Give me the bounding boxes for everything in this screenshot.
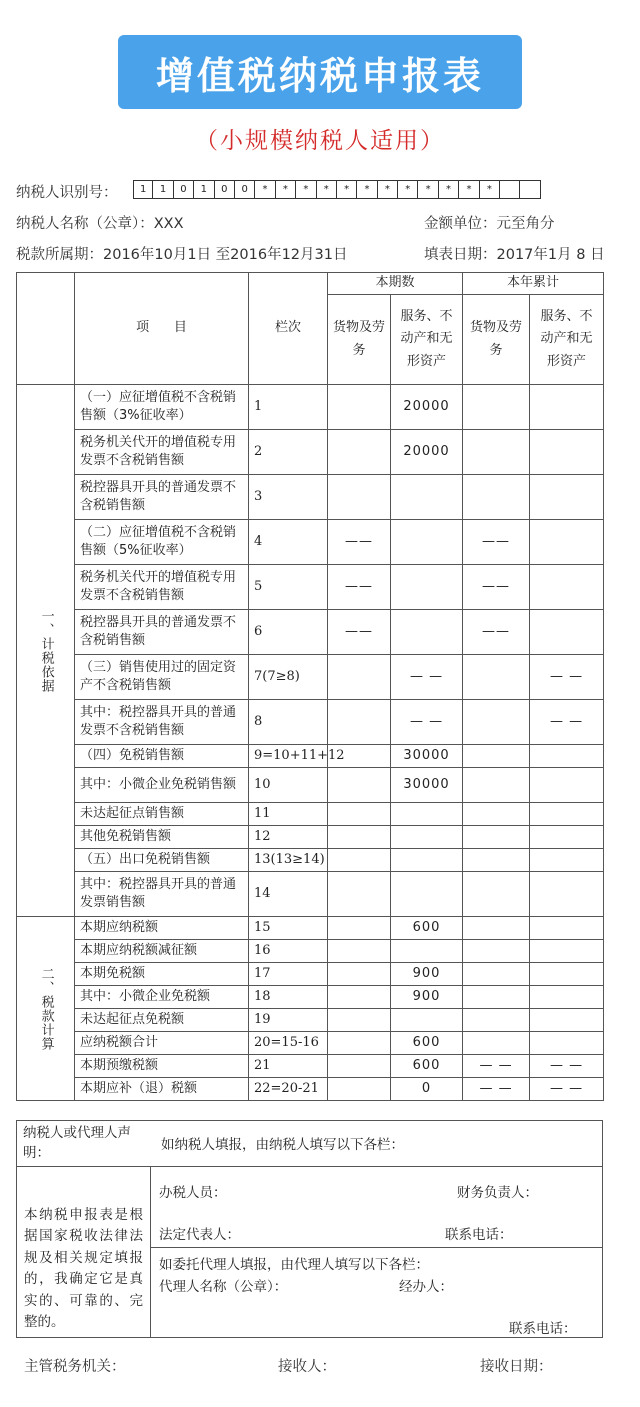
row-col-no: 12 <box>249 826 328 849</box>
cell-year-goods <box>463 700 530 745</box>
row-col-no: 18 <box>249 986 328 1009</box>
table-row <box>17 768 604 803</box>
section-label: 二、税款计算 <box>38 966 54 1051</box>
cell-year-goods <box>463 917 530 940</box>
row-item: （三）销售使用过的固定资产不含税销售额 <box>75 655 249 700</box>
cell-year-goods: — — <box>463 1055 530 1078</box>
row-item: 本期应纳税额 <box>75 917 249 940</box>
cell-current-goods <box>328 940 391 963</box>
row-item: 本期免税额 <box>75 963 249 986</box>
cell-year-goods: —— <box>463 520 530 565</box>
row-col-no: 2 <box>249 430 328 475</box>
row-item: 未达起征点免税额 <box>75 1009 249 1032</box>
row-item: 本期应补（退）税额 <box>75 1078 249 1101</box>
cell-current-goods: —— <box>328 520 391 565</box>
cell-current-goods <box>328 872 391 917</box>
agent-phone-label: 联系电话： <box>509 1320 577 1337</box>
phone-label: 联系电话： <box>445 1226 513 1243</box>
table-row <box>17 475 604 520</box>
cell-year-services <box>530 385 604 430</box>
taxpayer-id-label: 纳税人识别号： <box>16 185 118 201</box>
id-digit-box: * <box>439 180 459 199</box>
table-row <box>17 1055 604 1078</box>
cell-current-goods <box>328 826 391 849</box>
cell-year-services <box>530 475 604 520</box>
authority-label: 主管税务机关： <box>24 1359 126 1375</box>
tax-return-table <box>16 272 604 1101</box>
cell-year-services <box>530 610 604 655</box>
cell-year-services <box>530 1009 604 1032</box>
table-row <box>17 565 604 610</box>
cell-year-goods <box>463 849 530 872</box>
cell-current-services: 20000 <box>391 385 463 430</box>
cell-current-goods <box>328 430 391 475</box>
row-item: 税控器具开具的普通发票不含税销售额 <box>75 475 249 520</box>
cell-year-services <box>530 872 604 917</box>
cell-year-goods <box>463 1009 530 1032</box>
goods-header: 货物及劳务 <box>328 295 391 385</box>
id-digit-box: 1 <box>133 180 153 199</box>
form-title-banner <box>118 35 522 109</box>
cell-current-services <box>391 803 463 826</box>
id-digit-box: * <box>398 180 418 199</box>
row-item: 其中：税控器具开具的普通发票不含税销售额 <box>75 700 249 745</box>
item-header: 项 目 <box>75 273 249 385</box>
declaration-statement: 本纳税申报表是根据国家税收法律法规及相关规定填报的，我确定它是真实的、可靠的、完整的。 <box>17 1166 151 1337</box>
service-header: 服务、不动产和无形资产 <box>391 295 463 385</box>
cell-year-goods <box>463 385 530 430</box>
table-row <box>17 520 604 565</box>
cell-current-goods: —— <box>328 610 391 655</box>
id-digit-box: * <box>296 180 316 199</box>
agent-name-label: 代理人名称（公章）： <box>159 1278 288 1295</box>
cell-current-goods <box>328 768 391 803</box>
cell-year-services <box>530 768 604 803</box>
cell-year-goods <box>463 872 530 917</box>
row-item: 其中：税控器具开具的普通发票销售额 <box>75 872 249 917</box>
handler-label: 办税人员： <box>159 1184 227 1201</box>
cell-current-goods <box>328 475 391 520</box>
cell-year-goods: —— <box>463 610 530 655</box>
row-item: 未达起征点销售额 <box>75 803 249 826</box>
row-item: 应纳税额合计 <box>75 1032 249 1055</box>
col-no-header: 栏次 <box>249 273 328 385</box>
cell-current-services <box>391 849 463 872</box>
row-col-no: 13(13≥14) <box>249 849 328 872</box>
header-blank <box>17 273 75 385</box>
taxpayer-id-boxes <box>133 180 541 199</box>
cell-year-services: — — <box>530 1078 604 1101</box>
cell-year-services: — — <box>530 655 604 700</box>
cell-current-goods <box>328 1078 391 1101</box>
cell-current-goods <box>328 1009 391 1032</box>
cell-year-goods <box>463 940 530 963</box>
cell-year-services <box>530 745 604 768</box>
row-item: 税控器具开具的普通发票不含税销售额 <box>75 610 249 655</box>
row-col-no: 1 <box>249 385 328 430</box>
cell-current-goods <box>328 963 391 986</box>
cell-current-services <box>391 1009 463 1032</box>
cell-current-services: 0 <box>391 1078 463 1101</box>
row-item: 其中：小微企业免税额 <box>75 986 249 1009</box>
cell-current-goods <box>328 1055 391 1078</box>
row-item: 本期应纳税额减征额 <box>75 940 249 963</box>
cell-current-services: — — <box>391 700 463 745</box>
cell-year-services: — — <box>530 700 604 745</box>
year-cumulative-header: 本年累计 <box>463 273 604 295</box>
table-row <box>17 1078 604 1101</box>
cell-year-services <box>530 520 604 565</box>
row-col-no: 9=10+11+12 <box>249 745 328 768</box>
id-digit-box: * <box>480 180 500 199</box>
table-row <box>17 1009 604 1032</box>
id-digit-box: 0 <box>235 180 255 199</box>
form-title: 增值税纳税申报表 <box>155 53 484 98</box>
cell-year-goods <box>463 430 530 475</box>
row-col-no: 21 <box>249 1055 328 1078</box>
row-item: 其中：小微企业免税销售额 <box>75 768 249 803</box>
cell-current-services <box>391 610 463 655</box>
cell-current-services: 600 <box>391 917 463 940</box>
cell-current-services: 900 <box>391 986 463 1009</box>
form-subtitle: （小规模纳税人适用） <box>195 128 445 154</box>
cell-current-services: 30000 <box>391 745 463 768</box>
cell-year-services <box>530 826 604 849</box>
cell-year-goods <box>463 745 530 768</box>
cell-current-services: 900 <box>391 963 463 986</box>
row-item: 其他免税销售额 <box>75 826 249 849</box>
cell-year-goods <box>463 986 530 1009</box>
table-row <box>17 610 604 655</box>
declaration-table <box>16 1120 603 1338</box>
row-item: （一）应征增值税不含税销售额（3%征收率） <box>75 385 249 430</box>
table-row <box>17 655 604 700</box>
cell-current-goods <box>328 803 391 826</box>
cell-year-goods <box>463 1032 530 1055</box>
row-col-no: 5 <box>249 565 328 610</box>
table-row <box>17 963 604 986</box>
goods-header: 货物及劳务 <box>463 295 530 385</box>
row-col-no: 4 <box>249 520 328 565</box>
id-digit-box: * <box>276 180 296 199</box>
table-row <box>17 986 604 1009</box>
row-item: 本期预缴税额 <box>75 1055 249 1078</box>
table-row <box>17 872 604 917</box>
table-row <box>17 745 604 768</box>
cell-year-services: — — <box>530 1055 604 1078</box>
cell-current-services <box>391 565 463 610</box>
cell-current-services: 20000 <box>391 430 463 475</box>
row-item: （二）应征增值税不含税销售额（5%征收率） <box>75 520 249 565</box>
cell-current-services: 30000 <box>391 768 463 803</box>
agent-fill-note: 如委托代理人填报，由代理人填写以下各栏： <box>159 1256 429 1273</box>
cell-current-services: — — <box>391 655 463 700</box>
cell-year-services <box>530 1032 604 1055</box>
id-digit-box: 1 <box>194 180 214 199</box>
id-digit-box: * <box>337 180 357 199</box>
service-header: 服务、不动产和无形资产 <box>530 295 604 385</box>
cell-year-goods: —— <box>463 565 530 610</box>
row-item: （四）免税销售额 <box>75 745 249 768</box>
cell-current-services <box>391 940 463 963</box>
cell-year-goods <box>463 803 530 826</box>
id-digit-box: * <box>255 180 275 199</box>
tax-period: 税款所属期：2016年10月1日 至2016年12月31日 <box>16 247 348 263</box>
cell-year-services <box>530 849 604 872</box>
receive-date-label: 接收日期： <box>480 1359 553 1375</box>
cell-current-goods <box>328 1032 391 1055</box>
cell-current-goods <box>328 986 391 1009</box>
id-digit-box: 1 <box>153 180 173 199</box>
table-row <box>17 1032 604 1055</box>
cell-year-services <box>530 803 604 826</box>
row-col-no: 17 <box>249 963 328 986</box>
table-row <box>17 700 604 745</box>
cell-current-services: 600 <box>391 1032 463 1055</box>
section-tax-basis <box>17 385 75 917</box>
cell-current-goods: —— <box>328 565 391 610</box>
row-col-no: 7(7≥8) <box>249 655 328 700</box>
section-tax-calc <box>17 917 75 1101</box>
table-row <box>17 849 604 872</box>
cell-current-goods <box>328 655 391 700</box>
row-col-no: 16 <box>249 940 328 963</box>
row-item: 税务机关代开的增值税专用发票不含税销售额 <box>75 565 249 610</box>
row-item: （五）出口免税销售额 <box>75 849 249 872</box>
id-digit-box <box>500 180 520 199</box>
section-label: 一、计税依据 <box>38 608 54 693</box>
agent-handler-label: 经办人： <box>399 1278 453 1295</box>
cell-year-goods <box>463 768 530 803</box>
id-digit-box: 0 <box>174 180 194 199</box>
id-digit-box <box>520 180 540 199</box>
row-col-no: 8 <box>249 700 328 745</box>
current-period-header: 本期数 <box>328 273 463 295</box>
row-col-no: 6 <box>249 610 328 655</box>
cell-year-services <box>530 565 604 610</box>
cell-year-services <box>530 963 604 986</box>
table-row <box>17 430 604 475</box>
cell-year-services <box>530 917 604 940</box>
cell-year-services <box>530 986 604 1009</box>
id-digit-box: * <box>357 180 377 199</box>
id-digit-box: * <box>418 180 438 199</box>
row-col-no: 14 <box>249 872 328 917</box>
table-row <box>17 917 604 940</box>
id-digit-box: 0 <box>215 180 235 199</box>
cell-current-goods <box>328 700 391 745</box>
row-col-no: 20=15-16 <box>249 1032 328 1055</box>
cell-year-goods <box>463 963 530 986</box>
cell-year-goods: — — <box>463 1078 530 1101</box>
cell-year-goods <box>463 826 530 849</box>
id-digit-box: * <box>459 180 479 199</box>
amount-unit: 金额单位：元至角分 <box>424 216 555 232</box>
table-row <box>17 803 604 826</box>
row-item: 税务机关代开的增值税专用发票不含税销售额 <box>75 430 249 475</box>
cell-current-services: 600 <box>391 1055 463 1078</box>
cell-year-services <box>530 940 604 963</box>
cell-current-services <box>391 826 463 849</box>
self-fill-note: 如纳税人填报，由纳税人填写以下各栏： <box>161 1137 404 1154</box>
row-col-no: 10 <box>249 768 328 803</box>
table-row <box>17 940 604 963</box>
cell-current-services <box>391 872 463 917</box>
cell-current-goods <box>328 917 391 940</box>
cell-current-services <box>391 520 463 565</box>
cell-current-goods <box>328 385 391 430</box>
row-col-no: 19 <box>249 1009 328 1032</box>
fill-date: 填表日期：2017年1月 8 日 <box>424 247 605 263</box>
cell-current-goods <box>328 849 391 872</box>
row-col-no: 11 <box>249 803 328 826</box>
legal-rep-label: 法定代表人： <box>159 1226 240 1243</box>
row-col-no: 22=20-21 <box>249 1078 328 1101</box>
taxpayer-name: 纳税人名称（公章）：XXX <box>16 216 184 232</box>
row-col-no: 3 <box>249 475 328 520</box>
row-col-no: 15 <box>249 917 328 940</box>
cell-year-goods <box>463 475 530 520</box>
cell-year-services <box>530 430 604 475</box>
table-row <box>17 385 604 430</box>
id-digit-box: * <box>378 180 398 199</box>
receiver-label: 接收人： <box>278 1359 336 1375</box>
id-digit-box: * <box>317 180 337 199</box>
declaration-title: 纳税人或代理人声明： <box>23 1125 131 1162</box>
table-row <box>17 826 604 849</box>
cell-current-services <box>391 475 463 520</box>
cell-year-goods <box>463 655 530 700</box>
finance-head-label: 财务负责人： <box>457 1184 538 1201</box>
